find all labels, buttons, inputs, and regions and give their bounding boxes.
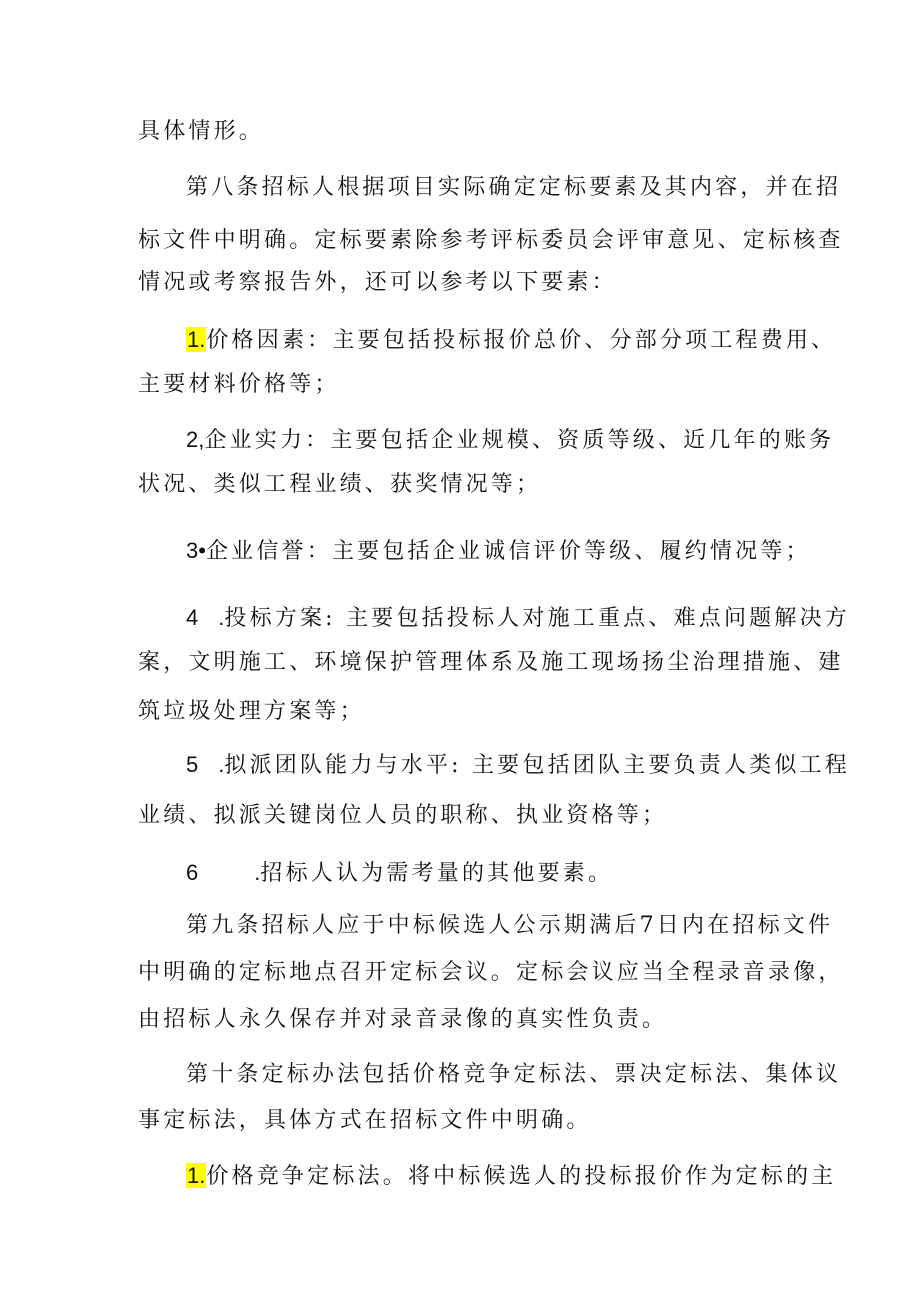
text-line: 具体情形。 <box>138 119 265 144</box>
list-item-text: 价格因素：主要包括投标报价总价、分部分项工程费用、 <box>206 328 837 353</box>
highlight-marker: 1. <box>187 1163 206 1188</box>
list-marker: 6 <box>186 860 199 885</box>
list-item-text: 价格竞争定标法。将中标候选人的投标报价作为定标的主 <box>206 1164 837 1189</box>
text-line: 业绩、拟派关键岗位人员的职称、执业资格等； <box>138 803 668 828</box>
list-item-3 <box>186 536 811 567</box>
text-line: 事定标法，具体方式在招标文件中明确。 <box>138 1108 592 1133</box>
list-item-6 <box>186 858 613 889</box>
list-item-text: 投标方案: 主要包括投标人对施工重点、难点问题解决方 <box>224 606 850 631</box>
list-item-1b <box>186 1161 836 1192</box>
text-line: 主要材料价格等； <box>138 372 340 397</box>
article-9-line: 第九条招标人应于中标候选人公示期满后7日内在招标文件 <box>186 913 834 938</box>
list-item-text: 企业实力：主要包括企业规模、资质等级、近几年的账务 <box>204 428 835 453</box>
list-marker: 4 <box>186 605 199 630</box>
list-item-5 <box>186 750 850 781</box>
text-line: 由招标人永久保存并对录音录像的真实性负责。 <box>138 1007 668 1032</box>
text-line: 状况、类似工程业绩、获奖情况等； <box>138 472 542 497</box>
list-item-text: 招标人认为需考量的其他要素。 <box>260 861 614 886</box>
list-item-text: 企业信誉：主要包括企业诚信评价等级、履约情况等； <box>205 539 811 564</box>
list-marker: 2, <box>186 427 205 452</box>
text-line: 中明确的定标地点召开定标会议。定标会议应当全程录音录像， <box>138 960 844 985</box>
list-marker-dot: . <box>218 605 225 630</box>
list-item-2 <box>186 425 834 456</box>
list-marker-dot: . <box>254 860 261 885</box>
text-line: 筑垃圾处理方案等； <box>138 699 365 724</box>
list-marker: 3• <box>186 538 206 563</box>
text-line: 案，文明施工、环境保护管理体系及施工现场扬尘治理措施、建 <box>138 650 844 675</box>
list-marker: 5 <box>186 752 199 777</box>
list-item-text: 拟派团队能力与水平: 主要包括团队主要负责人类似工程 <box>224 753 850 778</box>
list-item-1 <box>186 325 836 356</box>
article-10-line: 第十条定标办法包括价格竞争定标法、票决定标法、集体议 <box>186 1062 842 1087</box>
text-line: 标文件中明确。定标要素除参考评标委员会评审意见、定标核查 <box>138 228 844 253</box>
article-8-line: 第八条招标人根据项目实际确定定标要素及其内容，并在招 <box>186 175 842 200</box>
list-item-4 <box>186 603 850 634</box>
list-marker-dot: . <box>218 752 225 777</box>
highlight-marker: 1. <box>187 327 206 352</box>
text-line: 情况或考察报告外，还可以参考以下要素： <box>138 270 617 295</box>
